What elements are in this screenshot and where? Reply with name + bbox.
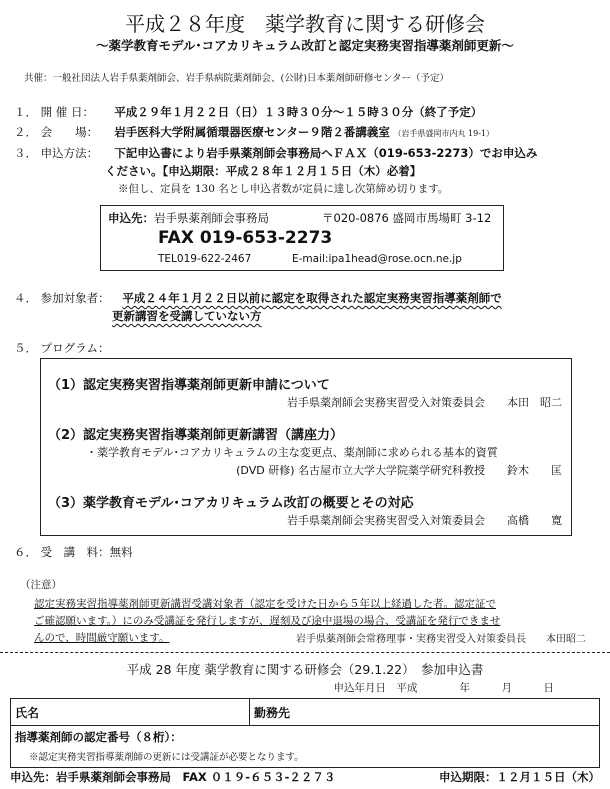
item-venue — [14, 124, 494, 140]
contact-fax: FAX 019-653-2273 — [158, 228, 333, 248]
notice-line1: 認定実務実習指導薬剤師更新講習受講対象者（認定を受けた日から５年以上経過した者。認定証で — [34, 598, 496, 610]
footer-contact: 申込先：岩手県薬剤師会事務局 FAX ０１９-６５３-２２７３ — [10, 770, 336, 784]
notice-line3: んので、時間厳守願います。 — [34, 632, 170, 644]
target-line2: 更新講習を受講していない方 — [112, 309, 262, 323]
item-apply — [14, 145, 537, 161]
cert-label: 指導薬剤師の認定番号（８桁）： — [15, 730, 182, 744]
item-label: 申込方法： — [40, 146, 99, 160]
work-field[interactable] — [314, 699, 600, 726]
apply-line2: ください。【申込期限：平成２８年１２月１５日（木）必着】 — [105, 164, 422, 178]
item-label: プログラム： — [40, 341, 110, 355]
target-line1: 平成２４年１月２２日以前に認定を取得された認定実務実習指導薬剤師で — [122, 291, 502, 305]
footer-deadline: 申込期限：１２月１５日（木） — [439, 770, 600, 784]
venue-address: （岩手県盛岡市内丸 19-1） — [393, 129, 495, 138]
fee-value: 無料 — [109, 545, 133, 559]
application-form-table — [10, 698, 600, 768]
apply-line1: 下記申込書により岩手県薬剤師会事務局へＦＡＸ（019-653-2273）でお申込み — [114, 146, 538, 160]
cert-note: ※認定実務実習指導薬剤師の更新には受講証が必要となります。 — [29, 752, 304, 763]
item-label: 会 場： — [40, 125, 99, 139]
program-3-speaker: 岩手県薬剤師会実務実習受入対策委員会 高橋 寛 — [287, 514, 562, 527]
item-number: ３． — [14, 146, 37, 160]
form-title: 平成 28 年度 薬学教育に関する研修会（29.1.22） 参加申込書 — [126, 662, 484, 677]
notice-heading: （注意） — [20, 579, 62, 591]
table-row — [11, 699, 600, 726]
date-value: 平成２９年１月２２日（日）１３時３０分～１５時３０分（終了予定） — [114, 105, 483, 119]
notice-line2: ご確認願います。）にのみ受講証を発行しますが、遅刻及び途中退場の場合、受講証を発行できませ — [34, 615, 501, 627]
page-title: 平成２８年度 薬学教育に関する研修会 — [125, 12, 485, 36]
item-fee — [14, 544, 133, 560]
contact-address: 〒020-0876 盛岡市馬場町 3-12 — [322, 211, 492, 225]
page-subtitle: ～薬学教育モデル･コアカリキュラム改訂と認定実務実習指導薬剤師更新～ — [96, 38, 514, 53]
item-date — [14, 104, 482, 120]
organizers: 共催：一般社団法人岩手県薬剤師会、岩手県病院薬剤師会、(公財)日本薬剤師研修センター（予定） — [24, 73, 450, 84]
contact-email: E-mail:ipa1head@rose.ocn.ne.jp — [292, 253, 462, 265]
venue-value: 岩手医科大学附属循環器医療センター９階２番講義室 — [114, 125, 390, 139]
program-1-title: （1）認定実務実習指導薬剤師更新申請について — [48, 378, 330, 393]
item-program — [14, 340, 110, 356]
cut-line — [0, 652, 610, 653]
item-number: ５． — [14, 341, 37, 355]
item-label: 参加対象者： — [40, 291, 110, 305]
item-target — [14, 290, 502, 306]
item-number: １． — [14, 105, 37, 119]
table-row — [11, 726, 600, 768]
item-number: ４． — [14, 291, 37, 305]
item-number: ６． — [14, 545, 37, 559]
program-2-title: （2）認定実務実習指導薬剤師更新講習（講座力） — [48, 428, 344, 443]
program-1-speaker: 岩手県薬剤師会実務実習受入対策委員会 本田 昭二 — [287, 396, 562, 409]
name-field[interactable] — [61, 699, 250, 726]
name-label: 氏名 — [11, 699, 62, 726]
form-date-line: 申込年月日 平成 年 月 日 — [333, 682, 554, 694]
apply-note: ※但し、定員を 130 名とし申込者数が定員に達し次第締め切ります。 — [118, 183, 449, 195]
cert-number-field[interactable] — [11, 726, 600, 768]
item-label: 開 催 日： — [40, 105, 94, 119]
item-number: ２． — [14, 125, 37, 139]
contact-org: 岩手県薬剤師会事務局 — [154, 211, 269, 225]
item-label: 受 講 料： — [40, 545, 110, 559]
program-3-title: （3）薬学教育モデル･コアカリキュラム改訂の概要とその対応 — [48, 496, 414, 511]
program-2-speaker: (DVD 研修) 名古屋市立大学大学院薬学研究科教授 鈴木 匡 — [236, 464, 562, 477]
contact-label: 申込先： — [108, 211, 154, 225]
work-label: 勤務先 — [250, 699, 315, 726]
contact-tel: TEL019-622-2467 — [158, 253, 252, 265]
contact-line1 — [108, 210, 269, 226]
program-2-desc: ・薬学教育モデル･コアカリキュラムの主な変更点、薬剤師に求められる基本的資質 — [86, 446, 498, 459]
notice-signature: 岩手県薬剤師会常務理事・実務実習受入対策委員長 本田昭二 — [296, 634, 586, 645]
